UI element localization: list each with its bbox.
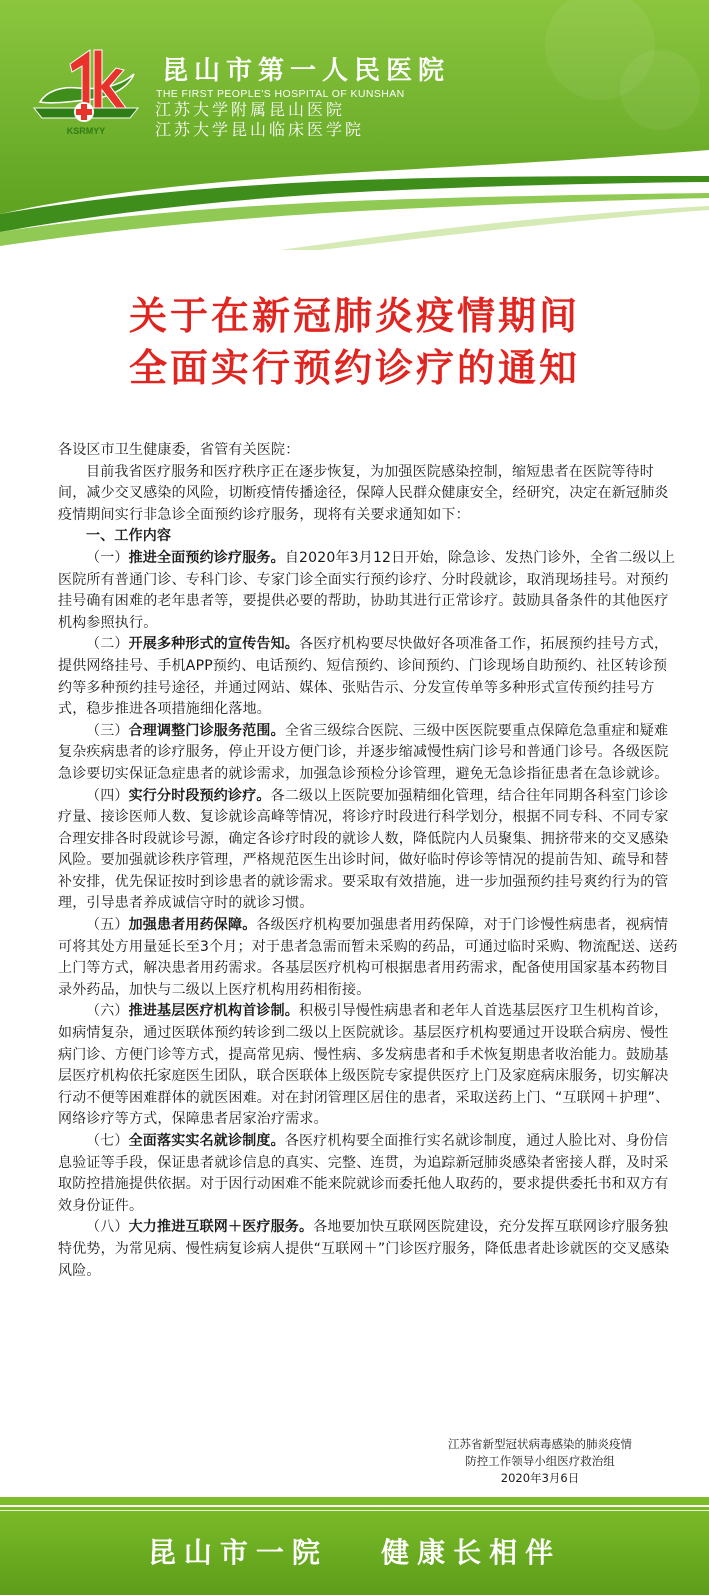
signature-org-line-2: 防控工作领导小组医疗救治组 [465, 1454, 615, 1468]
section-number: （八） [86, 1219, 129, 1236]
section-title: 开展多种形式的宣传告知。 [128, 636, 300, 653]
section-paragraph [58, 721, 678, 786]
notice-title-line-2: 全面实行预约诊疗的通知 [128, 346, 580, 390]
intro-paragraph: 目前我省医疗服务和医疗秩序正在逐步恢复，为加强医院感染控制，缩短患者在医院等待时间，减少交叉感染的风险，切断疫情传播途径，保障人民群众健康安全，经研究，决定在新冠肺炎疫情期间实行非急诊全面预约诊疗服务，现将有关要求通知如下： [58, 463, 669, 523]
section-number: （五） [86, 917, 129, 934]
section-title: 合理调整门诊服务范围。 [128, 722, 285, 739]
notice-body [58, 440, 678, 1282]
footer-slogan: 昆山市一院 健康长相伴 [147, 1536, 562, 1569]
section-paragraph [58, 1217, 678, 1282]
footer-banner [0, 1497, 709, 1595]
section-paragraph [58, 634, 678, 720]
section-number: （四） [86, 787, 129, 804]
section-text: 各医疗机构要尽快做好各项准备工作，拓展预约挂号方式，提供网络挂号、手机APP预约、电话预约、短信预约、诊间预约、门诊现场自助预约、社区转诊预约等多种预约挂号途径，并通过网站、媒体、张贴告示、分发宣传单等多种形式宣传预约挂号方式，稳步推进各项措施细化落地。 [58, 636, 669, 718]
section-number: （六） [86, 1003, 129, 1020]
signature-date: 2020年3月6日 [500, 1471, 580, 1485]
section-number: （七） [86, 1133, 129, 1149]
section-title: 大力推进互联网＋医疗服务。 [128, 1219, 314, 1236]
signature-block [420, 1436, 660, 1487]
footer-stripe-thin [0, 1510, 709, 1511]
section-title: 推进基层医疗机构首诊制。 [128, 1003, 300, 1020]
hospital-logo [30, 44, 142, 140]
section-number: （一） [86, 549, 129, 566]
hospital-name-chinese: 昆山市第一人民医院 [162, 56, 451, 86]
section-paragraph [58, 786, 678, 916]
section-text: 全省三级综合医院、三级中医医院要重点保障危急重症和疑难复杂疾病患者的诊疗服务，停止开设方便门诊，并逐步缩减慢性病门诊号和普通门诊号。各级医院急诊要切实保证急症患者的就诊需求，加强急诊预检分诊管理，避免无急诊指征患者在急诊就诊。 [58, 722, 669, 782]
section-heading: 一、工作内容 [86, 528, 172, 545]
sections-list [58, 548, 678, 1282]
affiliation-line-1: 江苏大学附属昆山医院 [155, 100, 346, 119]
section-number: （二） [86, 636, 129, 653]
section-number: （三） [86, 722, 129, 739]
section-paragraph [58, 1131, 678, 1217]
affiliation-line-2: 江苏大学昆山临床医学院 [155, 120, 365, 139]
footer-stripe [0, 1505, 709, 1507]
salutation: 各设区市卫生健康委，省管有关医院： [58, 442, 300, 458]
header-banner [0, 0, 709, 250]
section-paragraph [58, 1001, 678, 1131]
section-paragraph [58, 915, 678, 1001]
section-paragraph [58, 548, 678, 634]
section-title: 加强患者用药保障。 [128, 917, 257, 934]
signature-org-line-1: 江苏省新型冠状病毒感染的肺炎疫情 [448, 1437, 632, 1451]
hospital-name-english: THE FIRST PEOPLE'S HOSPITAL OF KUNSHAN [156, 88, 405, 100]
notice-title-line-1: 关于在新冠肺炎疫情期间 [128, 294, 580, 338]
section-title: 全面落实实名就诊制度。 [128, 1133, 285, 1149]
section-text: 各级医疗机构要加强患者用药保障，对于门诊慢性病患者，视病情可将其处方用量延长至3个月；对于患者急需而暂未采购的药品，可通过临时采购、物流配送、送药上门等方式，解决患者用药需求。各基层医疗机构可根据患者用药需求，配备使用国家基本药物目录外药品，加快与二级以上医疗机构用药相衔接。 [58, 917, 678, 998]
section-text: 各医疗机构要全面推行实名就诊制度，通过人脸比对、身份信息验证等手段，保证患者就诊信息的真实、完整、连贯，为追踪新冠肺炎感染者密接人群，及时采取防控措施提供依据。对于因行动困难不能来院就诊而委托他人取药的，要求提供委托书和双方有效身份证件。 [58, 1133, 669, 1214]
section-text: 各二级以上医院要加强精细化管理，结合往年同期各科室门诊诊疗量、接诊医师人数、复诊就诊高峰等情况，将诊疗时段进行科学划分，根据不同专科、不同专家合理安排各时段就诊号源，确定各诊疗时段的就诊人数，降低院内人员聚集、拥挤带来的交叉感染风险。要加强就诊秩序管理，严格规范医生出诊时间，做好临时停诊等情况的提前告知、疏导和替补安排，优先保证按时到诊患者的就诊需求。要采取有效措施，进一步加强预约挂号爽约行为的管理，引导患者养成诚信守时的就诊习惯。 [58, 787, 669, 912]
svg-text:KSRMYY: KSRMYY [66, 126, 106, 136]
section-text: 各地要加快互联网医院建设，充分发挥互联网诊疗服务独特优势，为常见病、慢性病复诊病人提供“互联网＋”门诊医疗服务，降低患者赴诊就医的交叉感染风险。 [58, 1219, 670, 1279]
section-title: 推进全面预约诊疗服务。 [128, 549, 285, 566]
section-title: 实行分时段预约诊疗。 [128, 787, 271, 804]
section-text: 积极引导慢性病患者和老年人首选基层医疗卫生机构首诊，如病情复杂，通过医联体预约转诊到二级以上医院就诊。基层医疗机构要通过开设联合病房、慢性病门诊、方便门诊等方式，提高常见病、慢性病、多发病患者和手术恢复期患者收治能力。鼓励基层医疗机构依托家庭医生团队，联合医联体上级医院专家提供医疗上门及家庭病床服务，切实解决行动不便等困难群体的就医困难。对在封闭管理区居住的患者，采取送药上门、“互联网＋护理”、网络诊疗等方式，保障患者居家治疗需求。 [58, 1003, 670, 1128]
section-text: 自2020年3月12日开始，除急诊、发热门诊外，全省二级以上医院所有普通门诊、专科门诊、专家门诊全面实行预约诊疗、分时段就诊，取消现场挂号。对预约挂号确有困难的老年患者等，要提供必要的帮助，协助其进行正常诊疗。鼓励具备条件的其他医疗机构参照执行。 [58, 549, 676, 631]
